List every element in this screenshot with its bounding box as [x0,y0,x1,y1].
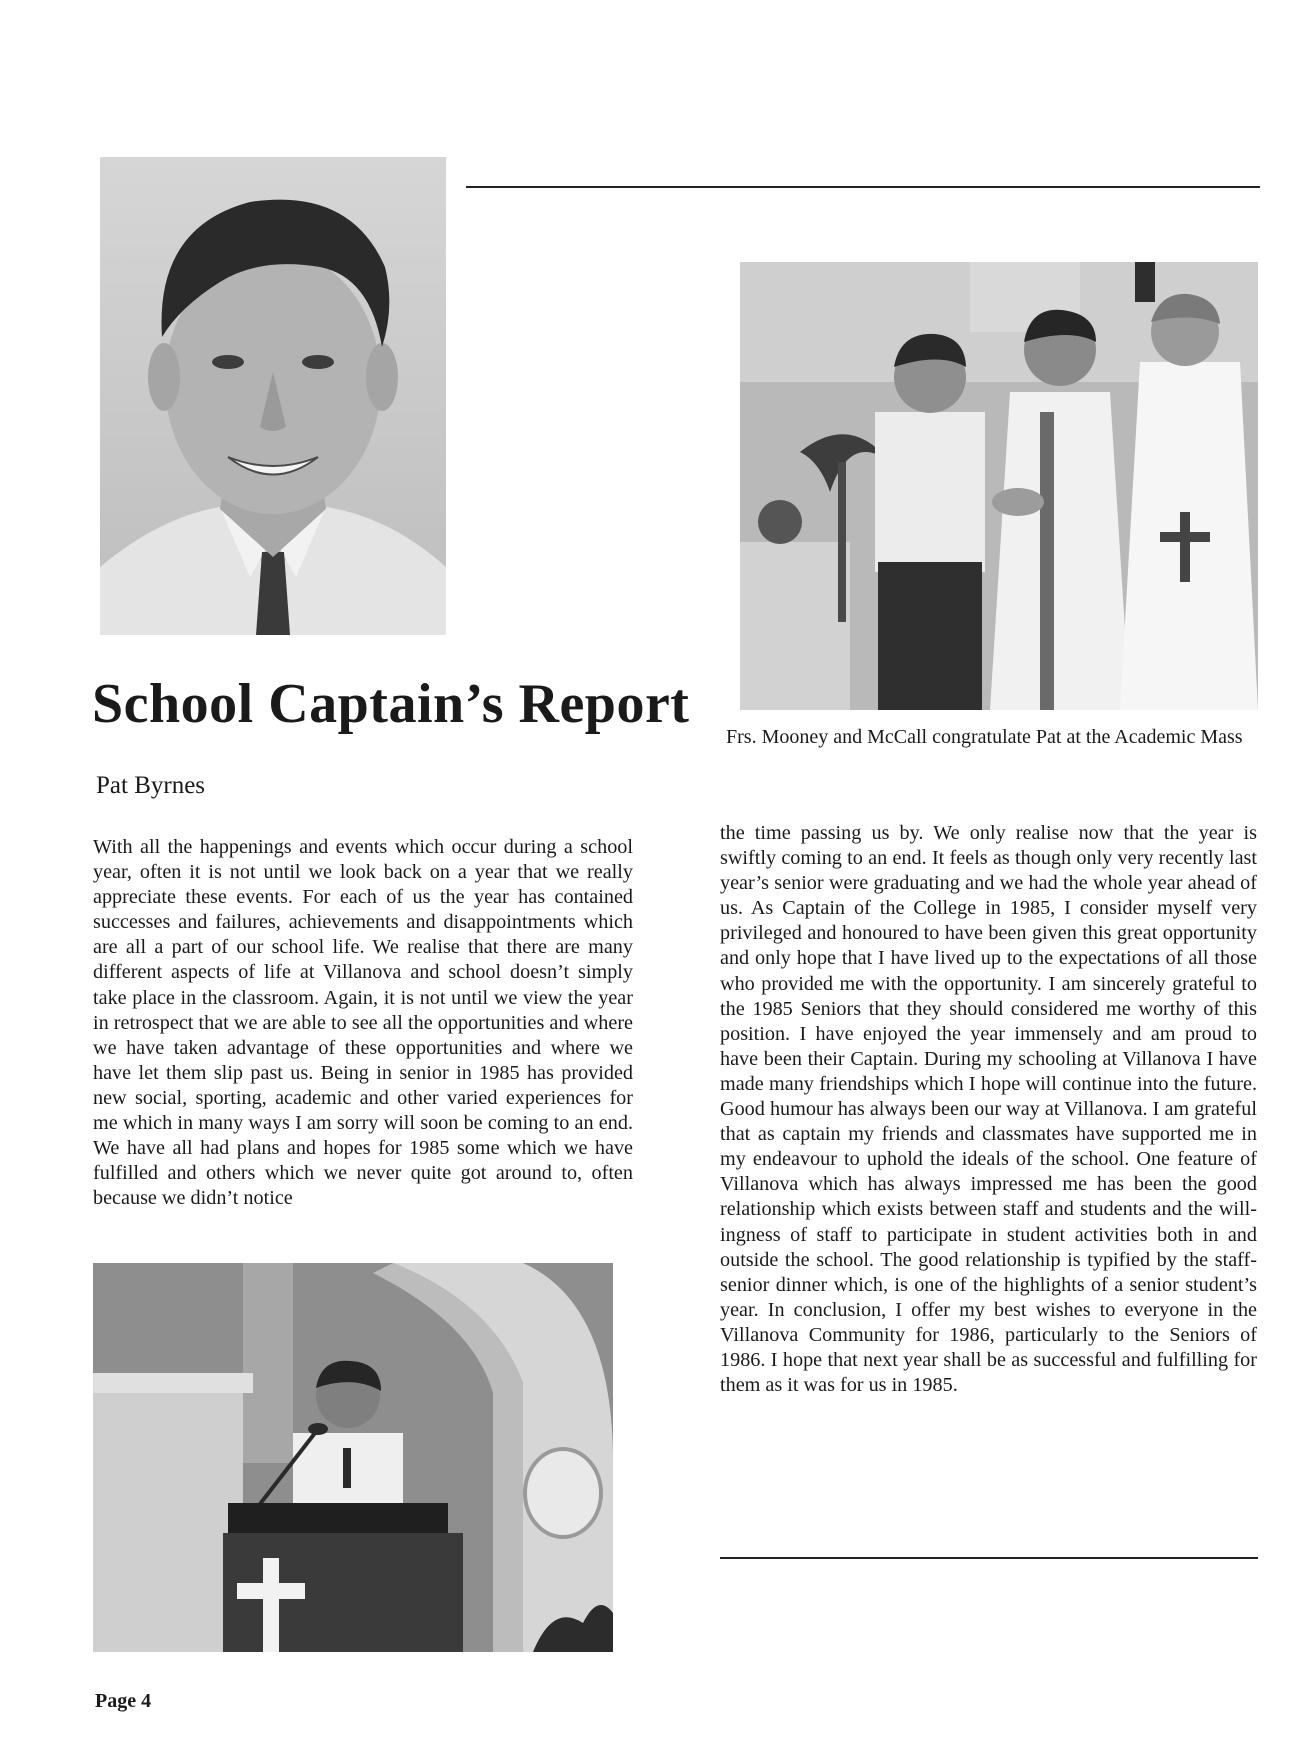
page-title: School Captain’s Report [92,673,690,735]
pulpit-photo [93,1263,613,1652]
portrait-photo [100,157,446,635]
author-name: Pat Byrnes [96,772,206,799]
bottom-rule [720,1557,1258,1559]
article-column-left: With all the happenings and events which occur during a school year, often it is not until we look back on a year that we really appreciate these events. For each of us the year has contained successes and failures, achievements and disappointments which are all a part of our school life. We realise that there are many different aspects of life at Villanova and school doesn’t simply take place in the classroom. Again, it is not until we view the year in retrospect that we are able to see all the opportunities and where we have taken advantage of these opportunities and where we have let them slip past us. Being in senior in 1985 has provided new social, sporting, academic and other varied experiences for me which in many ways I am sorry will soon be coming to an end. We have all had plans and hopes for 1985 some which we have fulfilled and others which we never quite got around to, often because we didn’t notice [93,836,633,1210]
page-number: Page 4 [95,1690,152,1712]
ceremony-photo [740,262,1258,710]
article-column-right: the time passing us by. We only realise now that the year is swiftly coming to an end. It feels as though only very recently last year’s senior were graduating and we had the whole year ahead of us. As Captain of the College in 1985, I consider myself very privileged and honoured to have been given this great opportunity and only hope that I have lived up to the expectations of all those who provided me with the opportunity. I am sincerely grateful to the 1985 Seniors that they should considered me worthy of this position. I have enjoyed the year immensely and am proud to have been their Captain. During my schooling at Villanova I have made many friendships which I hope will continue into the future. Good humour has always been our way at Villanova. I am grateful that as captain my friends and classmates have supported me in my endeavour to uphold the ideals of the school. One feature of Villanova which has always impressed me has been the good relationship which exists between staff and students and the willingness of staff to participate in student activities both in and outside the school. The good relationship is typified by the staff-senior dinner which, is one of the highlights of a senior student’s year. In conclusion, I offer my best wishes to everyone in the Villanova Community for 1986, particularly to the Seniors of 1986. I hope that next year shall be as successful and fulfilling for them as it was for us in 1985. [720,822,1257,1397]
ceremony-photo-caption: Frs. Mooney and McCall congratulate Pat at the Academic Mass [726,726,1243,748]
top-rule [466,186,1260,188]
